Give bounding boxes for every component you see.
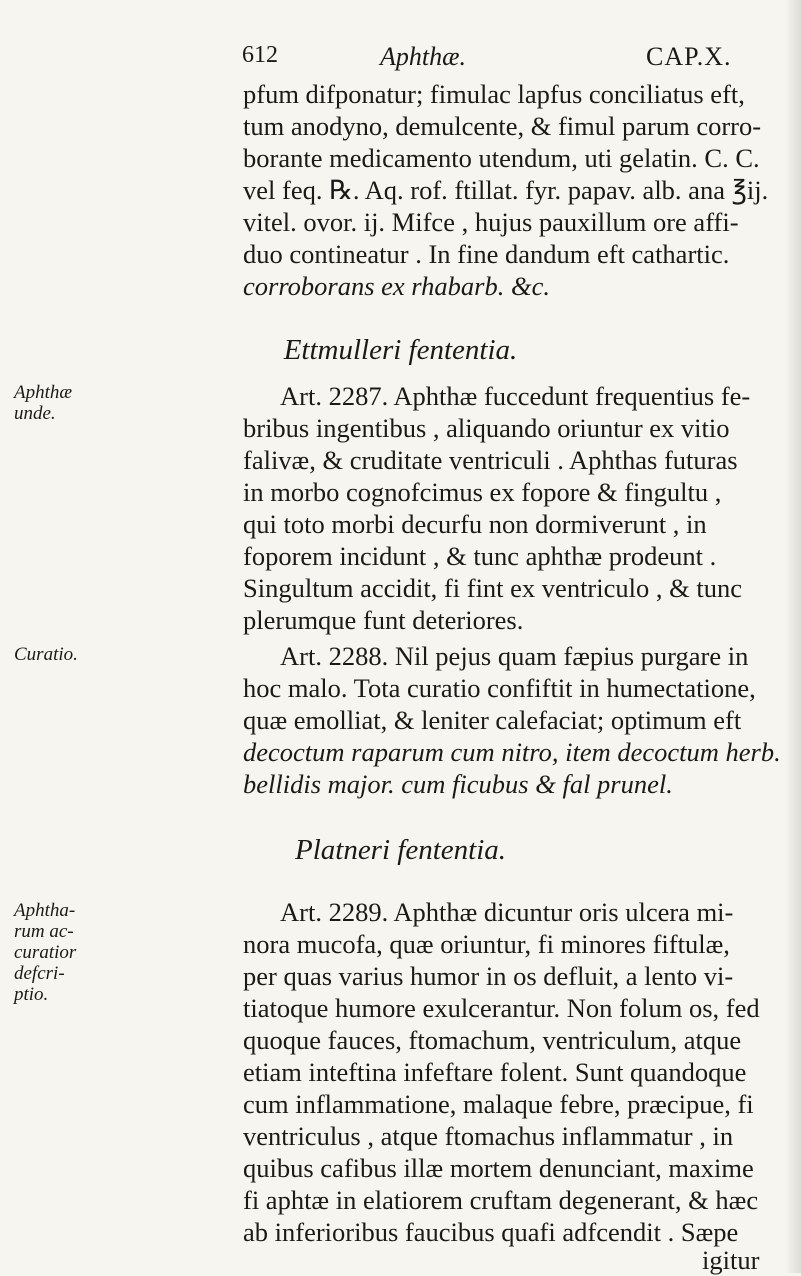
text-line: tiatoque humore exulcerantur. Non folum os, fed: [243, 993, 760, 1023]
text-line: bellidis major. cum ficubus & fal prunel.: [243, 769, 673, 799]
section-title-ettmulleri: Ettmulleri fententia.: [283, 334, 518, 366]
margin-note-line: rum ac-: [14, 921, 74, 942]
text-line: fi aphtæ in elatiorem cruftam degenerant, & hæc: [243, 1185, 759, 1215]
text-line: pfum difponatur; fimulac lapfus conciliatus eft,: [243, 79, 745, 109]
margin-note-aphthae-unde: [14, 382, 104, 424]
margin-note-curatio: [14, 644, 104, 665]
page-number: 612: [242, 42, 278, 68]
text-line: Art. 2287. Aphthæ fuccedunt frequentius fe-: [280, 381, 751, 411]
text-line: nora mucofa, quæ oriuntur, fi minores fiftulæ,: [243, 929, 730, 959]
text-line: bribus ingentibus , aliquando oriuntur ex vitio: [243, 413, 730, 443]
text-line: decoctum raparum cum nitro, item decoctum herb.: [243, 737, 781, 767]
text-line: foporem incidunt , & tunc aphthæ prodeunt .: [243, 541, 717, 571]
text-line: ab inferioribus faucibus quafi adfcendit . Sæpe: [243, 1217, 739, 1247]
text-line: Art. 2288. Nil pejus quam fæpius purgare in: [280, 641, 749, 671]
text-line: plerumque funt deteriores.: [243, 605, 524, 635]
text-line: ventriculus , atque ftomachus inflammatur , in: [243, 1121, 734, 1151]
text-line: falivæ, & cruditate ventriculi . Aphthas futuras: [243, 445, 738, 475]
text-line: qui toto morbi decurfu non dormiverunt , in: [243, 509, 707, 539]
text-line: tum anodyno, demulcente, & fimul parum corro-: [243, 111, 762, 141]
margin-note-aphtharum: [14, 900, 104, 1005]
text-line: corroborans ex rhabarb. &c.: [243, 271, 550, 301]
margin-note-line: curatior: [14, 942, 77, 963]
chapter-label: CAP.X.: [646, 42, 732, 71]
text-line: etiam inteftina infeftare folent. Sunt quandoque: [243, 1057, 747, 1087]
margin-note-line: Aphtha-: [14, 900, 76, 921]
text-line: vitel. ovor. ij. Mifce , hujus pauxillum ore affi-: [243, 207, 739, 237]
margin-note-line: ptio.: [14, 984, 49, 1005]
page-edge-shadow: [785, 0, 801, 1273]
text-line: Singultum accidit, fi fint ex ventriculo , & tunc: [243, 573, 742, 603]
text-line: in morbo cognofcimus ex fopore & fingultu ,: [243, 477, 722, 507]
text-line: hoc malo. Tota curatio confiftit in humectatione,: [243, 673, 756, 703]
text-line: quibus cafibus illæ mortem denunciant, maxime: [243, 1153, 754, 1183]
margin-note-line: unde.: [14, 403, 56, 424]
margin-note-line: Curatio.: [14, 644, 78, 665]
text-line: borante medicamento utendum, uti gelatin. C. C.: [243, 143, 760, 173]
margin-note-line: defcri-: [14, 963, 65, 984]
text-line: cum inflammatione, malaque febre, præcipue, fi: [243, 1089, 754, 1119]
section-title-platneri: Platneri fententia.: [294, 834, 506, 866]
text-line: quæ emolliat, & leniter calefaciat; optimum eft: [243, 705, 742, 735]
text-line: quoque fauces, ftomachum, ventriculum, atque: [243, 1025, 742, 1055]
text-line: per quas varius humor in os defluit, a lento vi-: [243, 961, 734, 991]
catchword: igitur: [702, 1245, 760, 1275]
text-line: duo contineatur . In fine dandum eft cathartic.: [243, 239, 730, 269]
text-line: vel feq. ℞. Aq. rof. ftillat. fyr. papav. alb. ana ℥ij.: [243, 175, 769, 205]
page-header: [0, 42, 801, 72]
running-title: Aphthæ.: [380, 42, 466, 71]
text-line: Art. 2289. Aphthæ dicuntur oris ulcera mi-: [280, 897, 734, 927]
margin-note-line: Aphthæ: [14, 382, 73, 403]
